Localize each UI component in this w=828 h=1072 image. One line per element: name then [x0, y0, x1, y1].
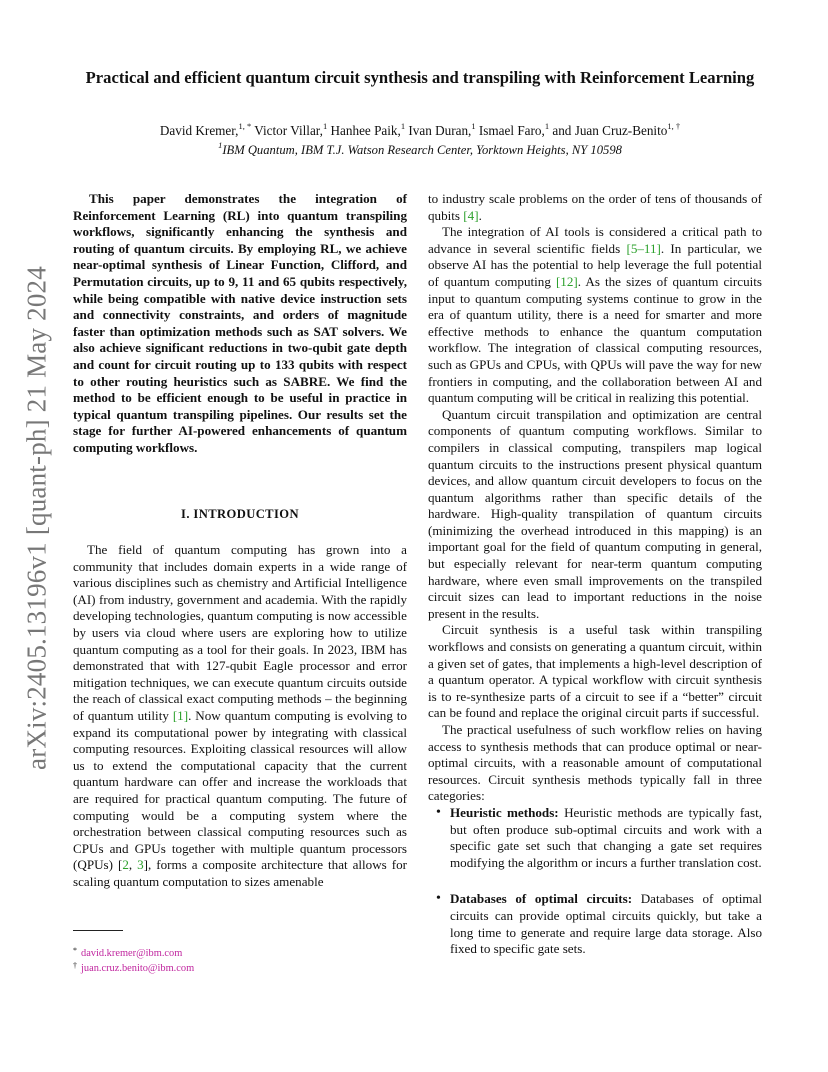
list-item — [450, 805, 762, 871]
author-name: Victor Villar, — [251, 123, 323, 138]
paragraph: Circuit synthesis is a useful task within transpiling workflows and consists on generating a quantum circuit, within a given set of gates, that implements a high-level description of a quantum operator. A typical workflow with circuit synthesis is to re-synthesize parts of a circuit to see if a “better” circuit can be found and replace the original circuit parts if successful. — [428, 622, 762, 721]
author-name: Hanhee Paik, — [327, 123, 401, 138]
text-run: . In particular, we observe AI has the potential to help leverage the full potential of quantum computing — [428, 240, 762, 289]
text-run: The field of quantum computing has grown into a community that includes domain experts in a wide range of various disciplines such as chemistry and Artificial Intelligence (AI) from industry, government and academia. With the rapidly developing technologies, quantum computing is now accessible by users via cloud where users are exploring how to utilize quantum computing as a tool for their goals. In 2023, IBM has demonstrated that with 127-qubit Eagle processor and error mitigation techniques, we can execute quantum circuits outside the reach of classical exact computing methods – the beginning of quantum utility — [73, 542, 407, 723]
paragraph — [428, 224, 762, 407]
footnote — [73, 947, 373, 962]
affiliation — [70, 139, 770, 159]
email-link[interactable]: juan.cruz.benito@ibm.com — [81, 962, 195, 974]
author-name: Ivan Duran, — [405, 123, 472, 138]
paragraph — [428, 191, 762, 224]
citation-link[interactable]: [12] — [555, 273, 578, 289]
list-item-lead: Databases of optimal circuits: — [450, 891, 633, 907]
footnote-mark: † — [73, 960, 77, 970]
list-item-text: Databases of optimal circuits can provide optimal circuits quickly, but take a long time to generate and require large data storage. Also fixed to specific gate sets. — [450, 891, 762, 957]
footnotes — [73, 947, 373, 976]
author-affiliation-mark: 1 — [400, 120, 406, 131]
section-heading-introduction: I. INTRODUCTION — [181, 507, 299, 521]
text-run: . — [478, 207, 482, 223]
citation-link[interactable]: [1] — [172, 707, 189, 723]
author-affiliation-mark: 1 — [471, 120, 476, 131]
paragraph: Quantum circuit transpilation and optimization are central components of quantum computing workflows. Similar to compilers in classical computing, transpilers map logical quantum circuits to the instructions present physical quantum devices, and allow quantum circuit developers to focus on the quantum algorithms rather than specific details of the hardware. High-quality transpilation of quantum circuits (minimizing the overhead introduced in this mapping) is an important goal for the field of quantum computing in general, but especially relevant for near-term quantum computing hardware, where even small improvements on the transpiled circuit sizes can lead to important reductions in the noise present in the results. — [428, 406, 762, 621]
citation-link[interactable]: 2 — [122, 857, 129, 873]
affiliation-text: IBM Quantum, IBM T.J. Watson Research Center, Yorktown Heights, NY 10598 — [222, 143, 622, 157]
right-column — [428, 191, 762, 958]
author-name: David Kremer, — [159, 123, 239, 138]
text-run: . Now quantum computing is evolving to expand its computational power by integrating with classical computing resources. Exploiting classical resources will allow us to extend the computational capacity that the current quantum hardware can offer and increase the workloads that are required for practical quantum computing. The future of computing would be a computing system where the orchestration between classical computing resources such as CPUs and GPUs together with multiple quantum processors (QPUs) [ — [73, 707, 407, 873]
arxiv-identifier-text: arXiv:2405.13196v1 [quant-ph] 21 May 2024 — [21, 266, 52, 770]
email-link[interactable]: david.kremer@ibm.com — [81, 948, 183, 959]
text-run: ], forms a composite architecture that allows for scaling quantum computation to sizes amenable — [73, 857, 407, 889]
author-affiliation-mark: 1 — [544, 120, 550, 131]
paragraph: The practical usefulness of such workflow relies on having access to synthesis methods that can produce optimal or near-optimal circuits, with a reasonable amount of computational resources. Circuit synthesis methods typically fall in three categories: — [428, 722, 762, 804]
footnote-mark: * — [73, 946, 77, 955]
author-affiliation-mark: 1, * — [238, 120, 252, 131]
arxiv-identifier — [22, 268, 52, 768]
footnote — [73, 962, 373, 977]
citation-link[interactable]: 3 — [137, 857, 144, 873]
text-run: , — [128, 857, 138, 873]
list-item-text: Heuristic methods are typically fast, but often produce sub-optimal circuits and work with a specific gate set such that changing a gate set requires modifying the algorithm or incurs a further translation cost. — [450, 804, 762, 870]
paragraph — [73, 542, 407, 890]
abstract: This paper demonstrates the integration of Reinforcement Learning (RL) into quantum transpiling workflows, significantly enhancing the synthesis and routing of quantum circuits. By employing RL, we achieve near-optimal synthesis of Linear Function, Clifford, and Permutation circuits, up to 9, 11 and 65 qubits respectively, while being compatible with native device instruction sets and connectivity constraints, and orders of magnitude faster than optimization methods such as SAT solvers. We also achieve significant reductions in two-qubit gate depth and count for circuit routing up to 133 qubits with respect to other routing heuristics such as SABRE. We find the method to be efficient enough to be useful in practice in typical quantum transpiling pipelines. Our results set the stage for further AI-powered enhancements of quantum computing workflows. — [73, 191, 407, 455]
citation-link[interactable]: [5–11] — [626, 240, 661, 256]
citation-link[interactable]: [4] — [463, 207, 479, 223]
list-item-lead: Heuristic methods: — [450, 804, 559, 820]
author-list — [70, 122, 770, 139]
text-run: to industry scale problems on the order of tens of thousands of qubits — [428, 191, 762, 223]
synthesis-methods-list — [428, 805, 762, 958]
text-run: . As the sizes of quantum circuits input to quantum computing systems continue to grow in the era of quantum utility, there is a need for smarter and more effective methods to enhance the quantum computation workflow. The integration of classical computing resources, such as GPUs and CPUs, with QPUs will pave the way for new frontiers in computing, and the collaboration between AI and quantum computing will be critical in realizing this potential. — [428, 273, 762, 406]
paper-title: Practical and efficient quantum circuit synthesis and transpiling with Reinforcement Learning — [85, 68, 755, 87]
author-name: Ismael Faro, — [475, 123, 545, 138]
author-name: and Juan Cruz-Benito — [549, 123, 668, 138]
affiliation-mark: 1 — [218, 139, 223, 150]
author-affiliation-mark: 1, † — [667, 120, 681, 131]
footnote-rule — [73, 930, 123, 931]
left-column — [73, 542, 407, 890]
author-affiliation-mark: 1 — [322, 120, 328, 131]
text-run: The integration of AI tools is considered a critical path to advance in several scientific fields — [428, 224, 762, 256]
list-item — [450, 891, 762, 957]
